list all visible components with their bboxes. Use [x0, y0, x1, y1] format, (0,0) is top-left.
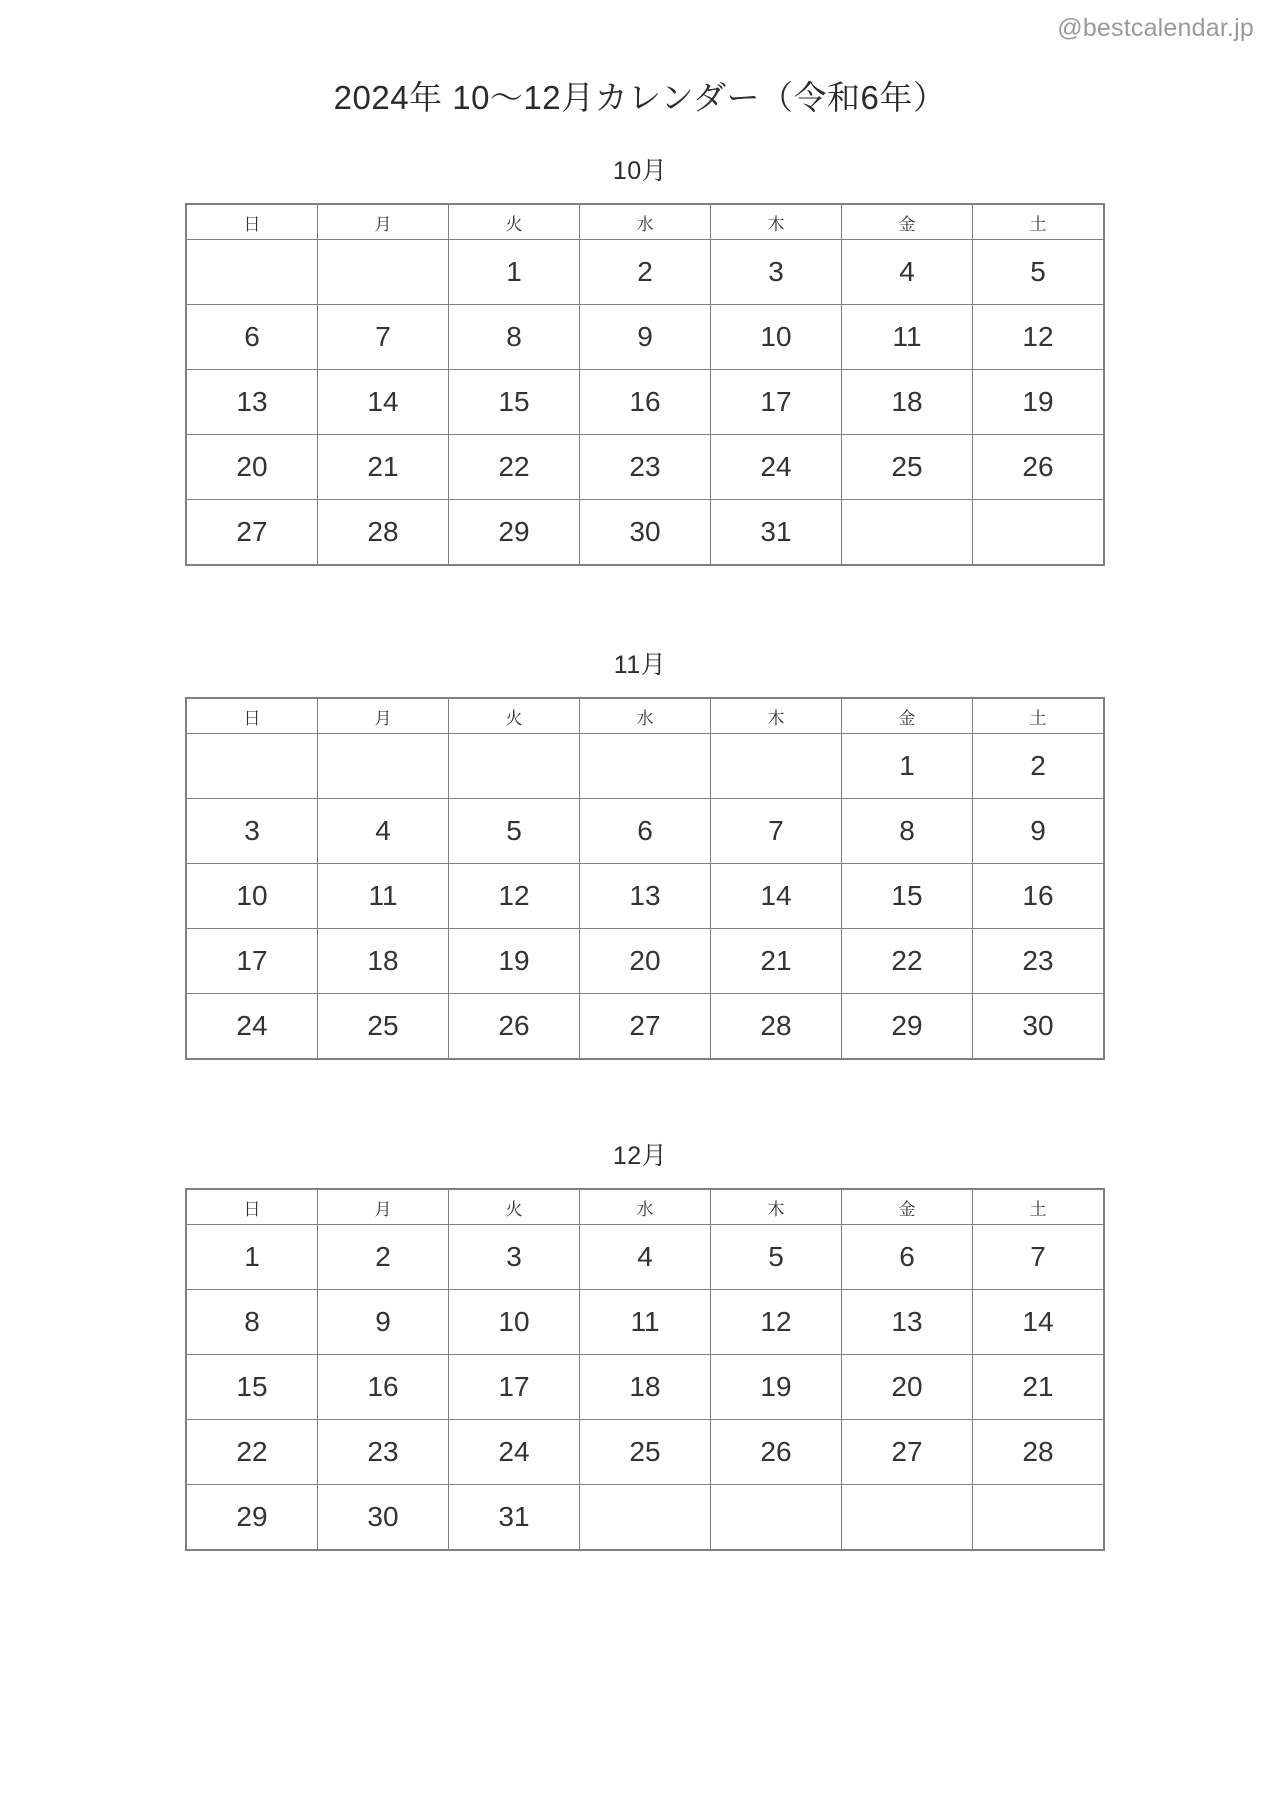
day-cell[interactable]: 1 — [449, 240, 580, 305]
day-cell[interactable]: 28 — [711, 994, 842, 1060]
day-cell-empty — [973, 1485, 1105, 1551]
weekday-header-4: 木 — [711, 204, 842, 240]
day-cell-empty — [318, 734, 449, 799]
weekday-header-row — [186, 204, 1104, 240]
day-cell[interactable]: 25 — [842, 435, 973, 500]
page-title: 2024年 10〜12月カレンダー（令和6年） — [333, 79, 947, 116]
day-cell[interactable]: 23 — [580, 435, 711, 500]
day-cell[interactable]: 8 — [842, 799, 973, 864]
month-table — [185, 203, 1105, 566]
day-cell[interactable]: 23 — [973, 929, 1105, 994]
day-cell[interactable]: 18 — [318, 929, 449, 994]
week-row — [186, 500, 1104, 566]
day-cell[interactable]: 16 — [973, 864, 1105, 929]
weekday-header-5: 金 — [842, 698, 973, 734]
day-cell[interactable]: 19 — [711, 1355, 842, 1420]
week-row — [186, 1290, 1104, 1355]
weekday-header-3: 水 — [580, 698, 711, 734]
day-cell[interactable]: 4 — [318, 799, 449, 864]
day-cell[interactable]: 8 — [186, 1290, 318, 1355]
week-row — [186, 370, 1104, 435]
day-cell[interactable]: 7 — [318, 305, 449, 370]
day-cell[interactable]: 2 — [580, 240, 711, 305]
week-row — [186, 799, 1104, 864]
week-row — [186, 435, 1104, 500]
day-cell[interactable]: 2 — [318, 1225, 449, 1290]
day-cell[interactable]: 2 — [973, 734, 1105, 799]
day-cell[interactable]: 16 — [580, 370, 711, 435]
week-row — [186, 864, 1104, 929]
day-cell[interactable]: 16 — [318, 1355, 449, 1420]
day-cell-empty — [186, 240, 318, 305]
day-cell[interactable]: 10 — [186, 864, 318, 929]
day-cell[interactable]: 13 — [186, 370, 318, 435]
day-cell[interactable]: 19 — [973, 370, 1105, 435]
day-cell[interactable]: 20 — [580, 929, 711, 994]
months-container — [0, 151, 1280, 1551]
weekday-header-4: 木 — [711, 698, 842, 734]
week-row — [186, 929, 1104, 994]
day-cell[interactable]: 7 — [711, 799, 842, 864]
day-cell[interactable]: 6 — [842, 1225, 973, 1290]
day-cell[interactable]: 24 — [711, 435, 842, 500]
day-cell[interactable]: 15 — [449, 370, 580, 435]
week-row — [186, 1225, 1104, 1290]
day-cell[interactable]: 19 — [449, 929, 580, 994]
day-cell[interactable]: 12 — [711, 1290, 842, 1355]
day-cell[interactable]: 3 — [711, 240, 842, 305]
weekday-header-1: 月 — [318, 204, 449, 240]
month-label: 12月 — [612, 1142, 668, 1170]
day-cell[interactable]: 11 — [318, 864, 449, 929]
day-cell[interactable]: 26 — [711, 1420, 842, 1485]
site-watermark: @bestcalendar.jp — [1057, 14, 1254, 42]
day-cell[interactable]: 21 — [711, 929, 842, 994]
day-cell-empty — [318, 240, 449, 305]
weekday-header-0: 日 — [186, 1189, 318, 1225]
day-cell-empty — [842, 1485, 973, 1551]
day-cell[interactable]: 24 — [186, 994, 318, 1060]
month-table — [185, 1188, 1105, 1551]
weekday-header-0: 日 — [186, 698, 318, 734]
day-cell[interactable]: 27 — [580, 994, 711, 1060]
day-cell[interactable]: 6 — [186, 305, 318, 370]
day-cell[interactable]: 29 — [186, 1485, 318, 1551]
weekday-header-5: 金 — [842, 1189, 973, 1225]
day-cell[interactable]: 4 — [580, 1225, 711, 1290]
month-table — [185, 697, 1105, 1060]
day-cell[interactable]: 15 — [842, 864, 973, 929]
weekday-header-1: 月 — [318, 698, 449, 734]
day-cell[interactable]: 14 — [973, 1290, 1105, 1355]
day-cell[interactable]: 15 — [186, 1355, 318, 1420]
day-cell[interactable]: 14 — [711, 864, 842, 929]
day-cell[interactable]: 5 — [711, 1225, 842, 1290]
day-cell[interactable]: 29 — [842, 994, 973, 1060]
weekday-header-6: 土 — [973, 1189, 1105, 1225]
day-cell[interactable]: 30 — [318, 1485, 449, 1551]
day-cell[interactable]: 12 — [449, 864, 580, 929]
day-cell[interactable]: 17 — [186, 929, 318, 994]
day-cell[interactable]: 7 — [973, 1225, 1105, 1290]
day-cell[interactable]: 25 — [318, 994, 449, 1060]
day-cell[interactable]: 8 — [449, 305, 580, 370]
weekday-header-2: 火 — [449, 204, 580, 240]
day-cell[interactable]: 17 — [711, 370, 842, 435]
month-block — [185, 151, 1095, 566]
weekday-header-5: 金 — [842, 204, 973, 240]
day-cell[interactable]: 30 — [580, 500, 711, 566]
day-cell-empty — [711, 1485, 842, 1551]
week-row — [186, 734, 1104, 799]
weekday-header-3: 水 — [580, 1189, 711, 1225]
day-cell[interactable]: 28 — [973, 1420, 1105, 1485]
month-label: 11月 — [613, 651, 667, 679]
day-cell[interactable]: 11 — [842, 305, 973, 370]
weekday-header-2: 火 — [449, 698, 580, 734]
weekday-header-row — [186, 1189, 1104, 1225]
day-cell[interactable]: 31 — [711, 500, 842, 566]
day-cell[interactable]: 30 — [973, 994, 1105, 1060]
day-cell-empty — [842, 500, 973, 566]
day-cell[interactable]: 13 — [842, 1290, 973, 1355]
day-cell[interactable]: 22 — [449, 435, 580, 500]
day-cell[interactable]: 26 — [449, 994, 580, 1060]
weekday-header-2: 火 — [449, 1189, 580, 1225]
week-row — [186, 1420, 1104, 1485]
day-cell[interactable]: 21 — [973, 1355, 1105, 1420]
day-cell[interactable]: 13 — [580, 864, 711, 929]
day-cell[interactable]: 3 — [186, 799, 318, 864]
day-cell[interactable]: 5 — [973, 240, 1105, 305]
weekday-header-1: 月 — [318, 1189, 449, 1225]
day-cell[interactable]: 18 — [842, 370, 973, 435]
day-cell[interactable]: 1 — [842, 734, 973, 799]
day-cell[interactable]: 24 — [449, 1420, 580, 1485]
day-cell[interactable]: 12 — [973, 305, 1105, 370]
day-cell[interactable]: 23 — [318, 1420, 449, 1485]
month-label: 10月 — [612, 157, 668, 185]
day-cell[interactable]: 17 — [449, 1355, 580, 1420]
day-cell[interactable]: 3 — [449, 1225, 580, 1290]
week-row — [186, 240, 1104, 305]
week-row — [186, 305, 1104, 370]
day-cell[interactable]: 18 — [580, 1355, 711, 1420]
day-cell[interactable]: 9 — [973, 799, 1105, 864]
weekday-header-3: 水 — [580, 204, 711, 240]
weekday-header-4: 木 — [711, 1189, 842, 1225]
day-cell[interactable]: 22 — [842, 929, 973, 994]
day-cell-empty — [973, 500, 1105, 566]
day-cell[interactable]: 14 — [318, 370, 449, 435]
day-cell[interactable]: 31 — [449, 1485, 580, 1551]
day-cell[interactable]: 21 — [318, 435, 449, 500]
week-row — [186, 1485, 1104, 1551]
week-row — [186, 994, 1104, 1060]
weekday-header-6: 土 — [973, 204, 1105, 240]
day-cell-empty — [580, 1485, 711, 1551]
day-cell-empty — [186, 734, 318, 799]
weekday-header-row — [186, 698, 1104, 734]
weekday-header-6: 土 — [973, 698, 1105, 734]
weekday-header-0: 日 — [186, 204, 318, 240]
day-cell[interactable]: 25 — [580, 1420, 711, 1485]
day-cell[interactable]: 28 — [318, 500, 449, 566]
day-cell[interactable]: 20 — [186, 435, 318, 500]
day-cell-empty — [449, 734, 580, 799]
month-block — [185, 645, 1095, 1060]
day-cell-empty — [711, 734, 842, 799]
day-cell[interactable]: 1 — [186, 1225, 318, 1290]
month-block — [185, 1136, 1095, 1551]
day-cell[interactable]: 4 — [842, 240, 973, 305]
day-cell[interactable]: 9 — [580, 305, 711, 370]
day-cell[interactable]: 27 — [842, 1420, 973, 1485]
day-cell[interactable]: 6 — [580, 799, 711, 864]
day-cell[interactable]: 5 — [449, 799, 580, 864]
day-cell[interactable]: 20 — [842, 1355, 973, 1420]
day-cell[interactable]: 29 — [449, 500, 580, 566]
day-cell[interactable]: 26 — [973, 435, 1105, 500]
day-cell[interactable]: 11 — [580, 1290, 711, 1355]
day-cell[interactable]: 22 — [186, 1420, 318, 1485]
day-cell[interactable]: 10 — [711, 305, 842, 370]
day-cell[interactable]: 9 — [318, 1290, 449, 1355]
week-row — [186, 1355, 1104, 1420]
day-cell[interactable]: 10 — [449, 1290, 580, 1355]
day-cell-empty — [580, 734, 711, 799]
day-cell[interactable]: 27 — [186, 500, 318, 566]
